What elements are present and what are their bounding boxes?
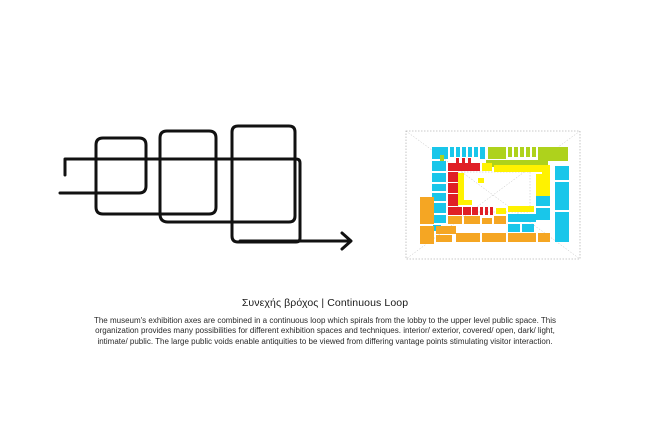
- caption-title-separator: |: [321, 297, 325, 309]
- caption-title-greek: Συνεχής βρόχος: [241, 297, 319, 309]
- caption-body: The museum's exhibition axes are combined in a continuous loop which spirals from the lobby to the upper level public space. This organization provides many possibilities for different exhibition spaces and techniques. interior/ exterior, covered/ open, dark/ light, intimate/ public. The large public voids enable antiquities to be viewed from differing vantage points stimulating visitor interaction.: [93, 316, 557, 346]
- caption-title-english: Continuous Loop: [327, 297, 409, 309]
- floor-plan-icon: [406, 131, 580, 259]
- diagram-caption: [80, 297, 570, 347]
- caption-title: [80, 297, 570, 310]
- spiral-loop-arrow-icon: [60, 126, 351, 249]
